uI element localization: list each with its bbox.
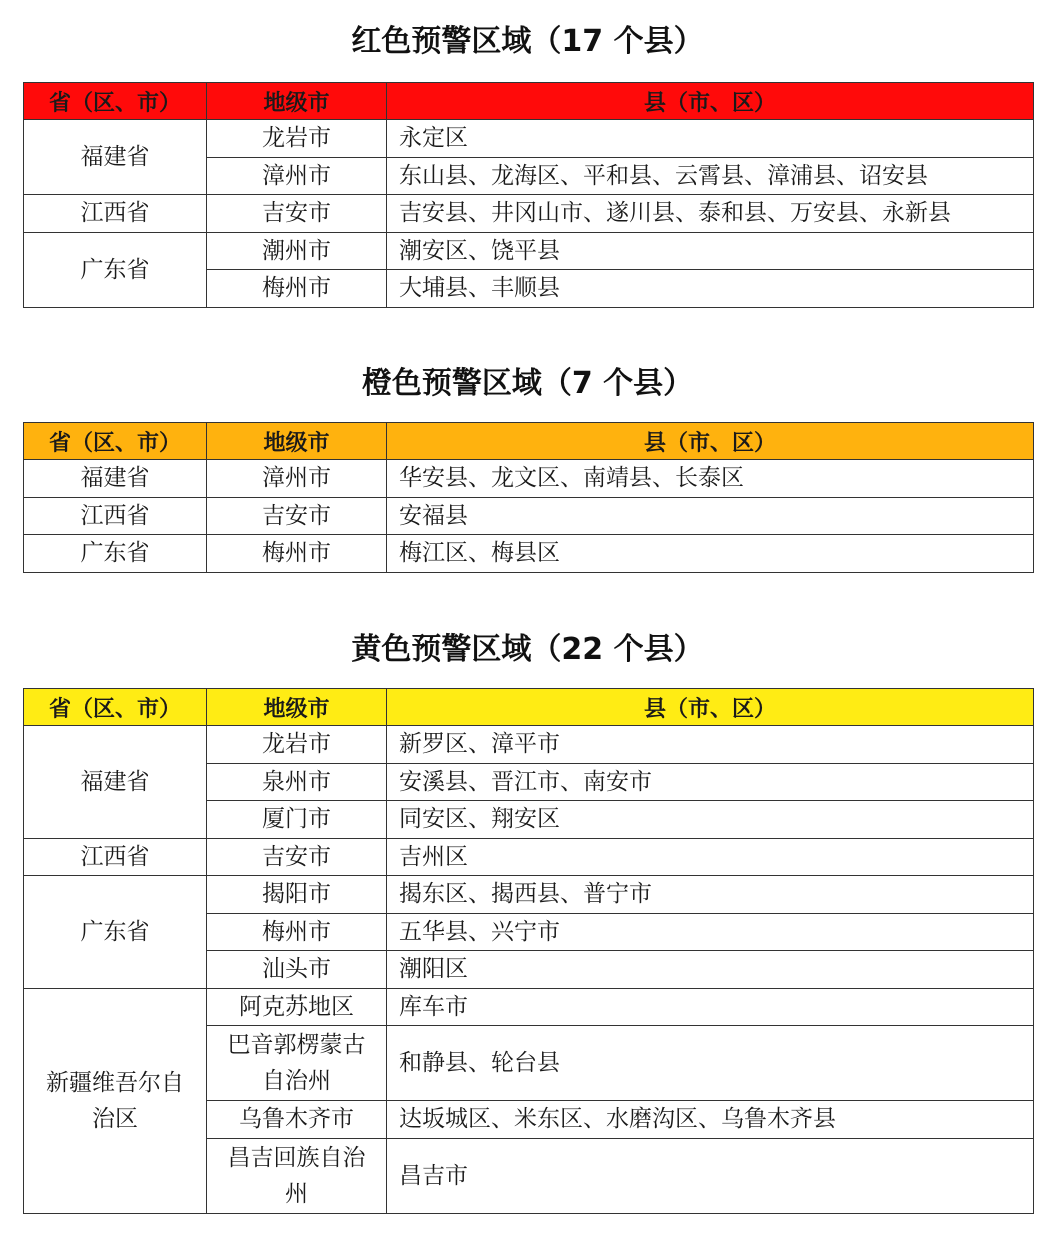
orange-warning-table xyxy=(23,422,1034,573)
county-cell: 华安县、龙文区、南靖县、长泰区 xyxy=(387,460,1034,498)
table-header-row xyxy=(24,423,1034,460)
county-cell: 潮安区、饶平县 xyxy=(387,232,1034,270)
table-row xyxy=(24,460,1034,498)
table-header-row xyxy=(24,689,1034,726)
header-city: 地级市 xyxy=(207,83,387,120)
county-cell: 安福县 xyxy=(387,497,1034,535)
header-city: 地级市 xyxy=(207,423,387,460)
county-cell: 大埔县、丰顺县 xyxy=(387,270,1034,308)
province-cell: 广东省 xyxy=(24,876,207,989)
city-cell-line: 州 xyxy=(285,1180,308,1207)
county-cell: 达坂城区、米东区、水磨沟区、乌鲁木齐县 xyxy=(387,1101,1034,1139)
city-cell-line: 昌吉回族自治 xyxy=(227,1144,366,1171)
province-cell-line: 新疆维吾尔自 xyxy=(46,1069,184,1096)
city-cell-line: 巴音郭楞蒙古 xyxy=(227,1032,366,1058)
city-cell: 龙岩市 xyxy=(207,726,387,764)
county-cell: 潮阳区 xyxy=(387,951,1034,989)
table-row xyxy=(24,497,1034,535)
city-cell: 厦门市 xyxy=(207,801,387,839)
city-cell: 梅州市 xyxy=(207,270,387,308)
county-cell: 同安区、翔安区 xyxy=(387,801,1034,839)
county-cell: 和静县、轮台县 xyxy=(387,1026,1034,1101)
city-cell: 汕头市 xyxy=(207,951,387,989)
county-cell: 五华县、兴宁市 xyxy=(387,913,1034,951)
county-cell: 昌吉市 xyxy=(387,1138,1034,1213)
city-cell: 龙岩市 xyxy=(207,120,387,158)
table-row xyxy=(24,195,1034,233)
city-cell: 漳州市 xyxy=(207,157,387,195)
county-cell: 库车市 xyxy=(387,988,1034,1026)
city-cell: 吉安市 xyxy=(207,497,387,535)
province-cell: 江西省 xyxy=(24,195,207,233)
county-cell: 吉安县、井冈山市、遂川县、泰和县、万安县、永新县 xyxy=(387,195,1034,233)
county-cell: 永定区 xyxy=(387,120,1034,158)
table-row xyxy=(24,876,1034,914)
red-warning-table xyxy=(23,82,1034,308)
yellow-section-title: 黄色预警区域（22 个县） xyxy=(351,632,704,667)
city-cell-line: 自治州 xyxy=(262,1068,331,1094)
table-row xyxy=(24,838,1034,876)
city-cell: 揭阳市 xyxy=(207,876,387,914)
city-cell xyxy=(207,1026,387,1101)
table-row xyxy=(24,232,1034,270)
table-row xyxy=(24,988,1034,1026)
header-county: 县（市、区） xyxy=(387,689,1034,726)
header-county: 县（市、区） xyxy=(387,423,1034,460)
province-cell: 福建省 xyxy=(24,460,207,498)
province-cell: 江西省 xyxy=(24,838,207,876)
county-cell: 吉州区 xyxy=(387,838,1034,876)
red-section-title: 红色预警区域（17 个县） xyxy=(351,24,704,59)
table-row xyxy=(24,726,1034,764)
county-cell: 新罗区、漳平市 xyxy=(387,726,1034,764)
province-cell-line: 治区 xyxy=(92,1105,138,1132)
city-cell: 梅州市 xyxy=(207,913,387,951)
county-cell: 安溪县、晋江市、南安市 xyxy=(387,763,1034,801)
city-cell: 阿克苏地区 xyxy=(207,988,387,1026)
city-cell: 乌鲁木齐市 xyxy=(207,1101,387,1139)
city-cell: 泉州市 xyxy=(207,763,387,801)
province-cell: 福建省 xyxy=(24,120,207,195)
yellow-warning-table xyxy=(23,688,1034,1214)
header-province: 省（区、市） xyxy=(24,423,207,460)
city-cell: 潮州市 xyxy=(207,232,387,270)
province-cell: 广东省 xyxy=(24,535,207,573)
city-cell: 吉安市 xyxy=(207,195,387,233)
orange-section-title: 橙色预警区域（7 个县） xyxy=(361,366,694,401)
header-province: 省（区、市） xyxy=(24,83,207,120)
province-cell xyxy=(24,988,207,1213)
header-province: 省（区、市） xyxy=(24,689,207,726)
header-county: 县（市、区） xyxy=(387,83,1034,120)
province-cell: 广东省 xyxy=(24,232,207,307)
province-cell: 福建省 xyxy=(24,726,207,839)
header-city: 地级市 xyxy=(207,689,387,726)
city-cell: 漳州市 xyxy=(207,460,387,498)
county-cell: 梅江区、梅县区 xyxy=(387,535,1034,573)
province-cell: 江西省 xyxy=(24,497,207,535)
table-header-row xyxy=(24,83,1034,120)
city-cell xyxy=(207,1138,387,1213)
city-cell: 梅州市 xyxy=(207,535,387,573)
county-cell: 东山县、龙海区、平和县、云霄县、漳浦县、诏安县 xyxy=(387,157,1034,195)
city-cell: 吉安市 xyxy=(207,838,387,876)
table-row xyxy=(24,120,1034,158)
table-row xyxy=(24,535,1034,573)
county-cell: 揭东区、揭西县、普宁市 xyxy=(387,876,1034,914)
